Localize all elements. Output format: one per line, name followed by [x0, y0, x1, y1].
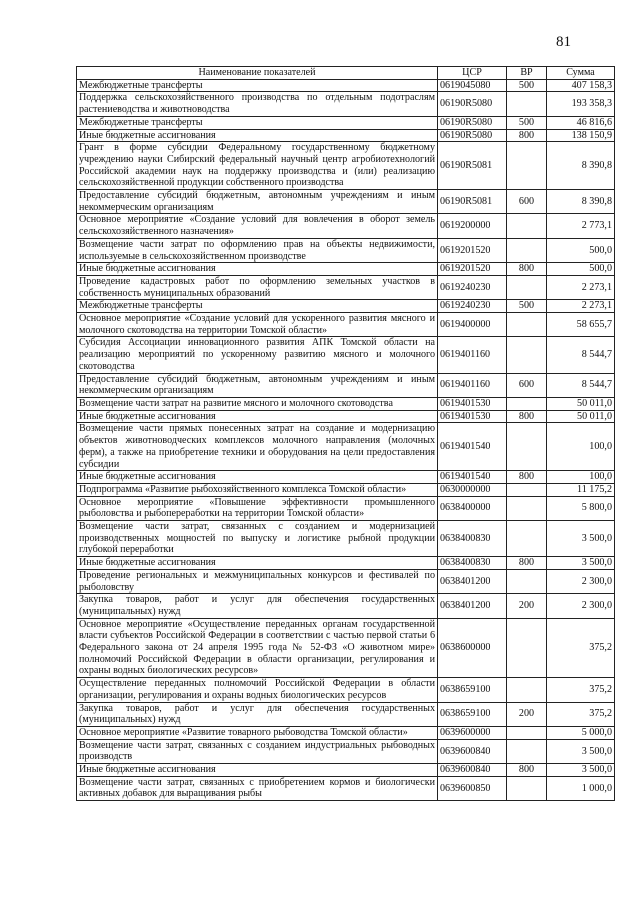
row-csr: 0638400000: [438, 496, 507, 520]
row-vr: 200: [507, 702, 547, 726]
row-sum: 100,0: [547, 423, 615, 471]
row-csr: 0638400830: [438, 521, 507, 557]
row-sum: 5 000,0: [547, 726, 615, 739]
table-row: [77, 764, 615, 777]
row-vr: 800: [507, 557, 547, 570]
row-sum: 8 544,7: [547, 337, 615, 373]
row-csr: 0619240230: [438, 300, 507, 313]
row-name: Иные бюджетные ассигнования: [77, 129, 438, 142]
row-name: Возмещение части затрат, связанных с созданием и модернизацией производственных мощностей по выпуску и логистике рыбной продукции глубокой переработки: [77, 521, 438, 557]
row-sum: 375,2: [547, 618, 615, 678]
row-sum: 3 500,0: [547, 521, 615, 557]
row-sum: 407 158,3: [547, 79, 615, 92]
row-sum: 50 011,0: [547, 397, 615, 410]
row-name: Возмещение части затрат, связанных с приобретением кормов и биологически активных добавок для выращивания рыбы: [77, 776, 438, 800]
row-vr: 800: [507, 764, 547, 777]
table-row: [77, 275, 615, 299]
table-row: [77, 214, 615, 238]
row-name: Возмещение части прямых понесенных затрат на создание и модернизацию объектов животноводческих комплексов молочного направления (молочных ферм), а также на приобретение техники и оборудования на цели предоставления субсидии: [77, 423, 438, 471]
row-csr: 0619401540: [438, 423, 507, 471]
row-name: Закупка товаров, работ и услуг для обеспечения государственных (муниципальных) нужд: [77, 702, 438, 726]
header-csr: ЦСР: [438, 67, 507, 80]
row-name: Основное мероприятие «Создание условий для ускоренного развития мясного и молочного скотоводства на территории Томской области»: [77, 313, 438, 337]
row-sum: 500,0: [547, 263, 615, 276]
row-name: Межбюджетные трансферты: [77, 79, 438, 92]
row-csr: 0619401160: [438, 337, 507, 373]
row-name: Основное мероприятие «Создание условий для вовлечения в оборот земель сельскохозяйственного назначения»: [77, 214, 438, 238]
row-sum: 1 000,0: [547, 776, 615, 800]
row-sum: 375,2: [547, 678, 615, 702]
row-vr: [507, 726, 547, 739]
row-csr: 0639600840: [438, 764, 507, 777]
row-sum: 2 773,1: [547, 214, 615, 238]
table-row: [77, 300, 615, 313]
row-name: Иные бюджетные ассигнования: [77, 471, 438, 484]
row-sum: 3 500,0: [547, 764, 615, 777]
row-name: Основное мероприятие «Развитие товарного рыбоводства Томской области»: [77, 726, 438, 739]
row-name: Иные бюджетные ассигнования: [77, 557, 438, 570]
row-sum: 2 273,1: [547, 300, 615, 313]
row-csr: 0619240230: [438, 275, 507, 299]
row-sum: 2 273,1: [547, 275, 615, 299]
row-csr: 0630000000: [438, 483, 507, 496]
row-sum: 2 300,0: [547, 594, 615, 618]
row-csr: 0619401540: [438, 471, 507, 484]
row-csr: 0619201520: [438, 238, 507, 262]
row-name: Возмещение части затрат, связанных с созданием индустриальных рыбоводных производств: [77, 739, 438, 763]
row-csr: 0619201520: [438, 263, 507, 276]
row-csr: 06190R5080: [438, 116, 507, 129]
row-sum: 8 390,8: [547, 142, 615, 190]
row-sum: 50 011,0: [547, 410, 615, 423]
row-vr: [507, 483, 547, 496]
table-row: [77, 263, 615, 276]
row-vr: [507, 92, 547, 116]
row-csr: 0619401160: [438, 373, 507, 397]
row-csr: 06190R5081: [438, 190, 507, 214]
row-name: Межбюджетные трансферты: [77, 300, 438, 313]
row-vr: 500: [507, 79, 547, 92]
table-row: [77, 496, 615, 520]
row-csr: 0638659100: [438, 678, 507, 702]
row-vr: [507, 423, 547, 471]
row-csr: 0619045080: [438, 79, 507, 92]
row-vr: [507, 397, 547, 410]
row-csr: 0638659100: [438, 702, 507, 726]
row-csr: 0639600850: [438, 776, 507, 800]
row-vr: 500: [507, 116, 547, 129]
row-csr: 0619200000: [438, 214, 507, 238]
row-name: Межбюджетные трансферты: [77, 116, 438, 129]
header-sum: Сумма: [547, 67, 615, 80]
row-sum: 2 300,0: [547, 569, 615, 593]
table-row: [77, 313, 615, 337]
row-name: Подпрограмма «Развитие рыбохозяйственного комплекса Томской области»: [77, 483, 438, 496]
row-name: Основное мероприятие «Осуществление переданных органам государственной власти субъектов Российской Федерации в соответствии с частью первой статьи 6 Федерального закона от 24 апреля 1995 года № 52-ФЗ «О животном мире» полномочий Российской Федерации в области организации, регулирования и охраны водных биологических ресурсов»: [77, 618, 438, 678]
header-vr: ВР: [507, 67, 547, 80]
row-csr: 0619401530: [438, 397, 507, 410]
row-csr: 06190R5081: [438, 142, 507, 190]
table-row: [77, 238, 615, 262]
row-vr: 800: [507, 471, 547, 484]
table-row: [77, 397, 615, 410]
row-vr: [507, 496, 547, 520]
table-row: [77, 739, 615, 763]
table-row: [77, 337, 615, 373]
row-sum: 138 150,9: [547, 129, 615, 142]
row-sum: 46 816,6: [547, 116, 615, 129]
row-vr: 600: [507, 373, 547, 397]
row-csr: 0638400830: [438, 557, 507, 570]
table-row: [77, 594, 615, 618]
table-row: [77, 569, 615, 593]
table-row: [77, 423, 615, 471]
row-sum: 11 175,2: [547, 483, 615, 496]
row-sum: 375,2: [547, 702, 615, 726]
table-row: [77, 521, 615, 557]
row-sum: 100,0: [547, 471, 615, 484]
table-row: [77, 373, 615, 397]
table-row: [77, 557, 615, 570]
row-vr: [507, 569, 547, 593]
row-name: Иные бюджетные ассигнования: [77, 764, 438, 777]
table-row: [77, 129, 615, 142]
row-csr: 0639600000: [438, 726, 507, 739]
row-name: Иные бюджетные ассигнования: [77, 263, 438, 276]
page-number: 81: [556, 34, 571, 50]
table-row: [77, 79, 615, 92]
row-sum: 193 358,3: [547, 92, 615, 116]
row-vr: [507, 337, 547, 373]
row-vr: 800: [507, 263, 547, 276]
row-vr: 500: [507, 300, 547, 313]
row-sum: 500,0: [547, 238, 615, 262]
row-csr: 0639600840: [438, 739, 507, 763]
budget-table: [76, 66, 615, 801]
row-name: Предоставление субсидий бюджетным, автономным учреждениям и иным некоммерческим организациям: [77, 190, 438, 214]
row-name: Субсидия Ассоциации инновационного развития АПК Томской области на реализацию мероприятий по ускоренному развитию мясного и молочного скотоводства: [77, 337, 438, 373]
row-name: Закупка товаров, работ и услуг для обеспечения государственных (муниципальных) нужд: [77, 594, 438, 618]
row-name: Проведение кадастровых работ по оформлению земельных участков в собственность муниципальных образований: [77, 275, 438, 299]
row-name: Возмещение части затрат на развитие мясного и молочного скотоводства: [77, 397, 438, 410]
row-csr: 0619400000: [438, 313, 507, 337]
row-vr: 600: [507, 190, 547, 214]
row-csr: 06190R5080: [438, 92, 507, 116]
row-csr: 0638401200: [438, 594, 507, 618]
table-row: [77, 471, 615, 484]
table-row: [77, 483, 615, 496]
table-row: [77, 142, 615, 190]
row-sum: 3 500,0: [547, 557, 615, 570]
table-row: [77, 190, 615, 214]
row-sum: 8 544,7: [547, 373, 615, 397]
table-row: [77, 116, 615, 129]
row-csr: 0638401200: [438, 569, 507, 593]
row-name: Осуществление переданных полномочий Российской Федерации в области организации, регулирования и охраны водных биологических ресурсов: [77, 678, 438, 702]
table-row: [77, 92, 615, 116]
row-vr: [507, 618, 547, 678]
row-name: Основное мероприятие «Повышение эффективности промышленного рыболовства и рыбопереработки на территории Томской области»: [77, 496, 438, 520]
row-vr: 800: [507, 129, 547, 142]
table-header-row: [77, 67, 615, 80]
row-name: Иные бюджетные ассигнования: [77, 410, 438, 423]
row-csr: 06190R5080: [438, 129, 507, 142]
row-name: Возмещение части затрат по оформлению прав на объекты недвижимости, используемые в сельскохозяйственном производстве: [77, 238, 438, 262]
row-name: Предоставление субсидий бюджетным, автономным учреждениям и иным некоммерческим организациям: [77, 373, 438, 397]
row-csr: 0619401530: [438, 410, 507, 423]
row-vr: 200: [507, 594, 547, 618]
table-row: [77, 618, 615, 678]
row-sum: 58 655,7: [547, 313, 615, 337]
table-row: [77, 702, 615, 726]
row-sum: 5 800,0: [547, 496, 615, 520]
row-vr: [507, 678, 547, 702]
row-vr: [507, 142, 547, 190]
row-vr: [507, 214, 547, 238]
table-row: [77, 678, 615, 702]
row-name: Грант в форме субсидии Федеральному государственному бюджетному учреждению науки Сибирский федеральный научный центр агробиотехнологий Российской академии наук на поддержку производства и (или) реализацию сельскохозяйственной продукции собственного производства: [77, 142, 438, 190]
header-name: Наименование показателей: [77, 67, 438, 80]
row-vr: [507, 238, 547, 262]
row-name: Поддержка сельскохозяйственного производства по отдельным подотраслям растениеводства и животноводства: [77, 92, 438, 116]
row-vr: [507, 313, 547, 337]
row-vr: 800: [507, 410, 547, 423]
row-vr: [507, 739, 547, 763]
row-vr: [507, 776, 547, 800]
table-body: [77, 79, 615, 800]
row-name: Проведение региональных и межмуниципальных конкурсов и фестивалей по рыболовству: [77, 569, 438, 593]
table-row: [77, 776, 615, 800]
table-row: [77, 410, 615, 423]
row-csr: 0638600000: [438, 618, 507, 678]
row-vr: [507, 521, 547, 557]
row-vr: [507, 275, 547, 299]
row-sum: 3 500,0: [547, 739, 615, 763]
table-row: [77, 726, 615, 739]
row-sum: 8 390,8: [547, 190, 615, 214]
